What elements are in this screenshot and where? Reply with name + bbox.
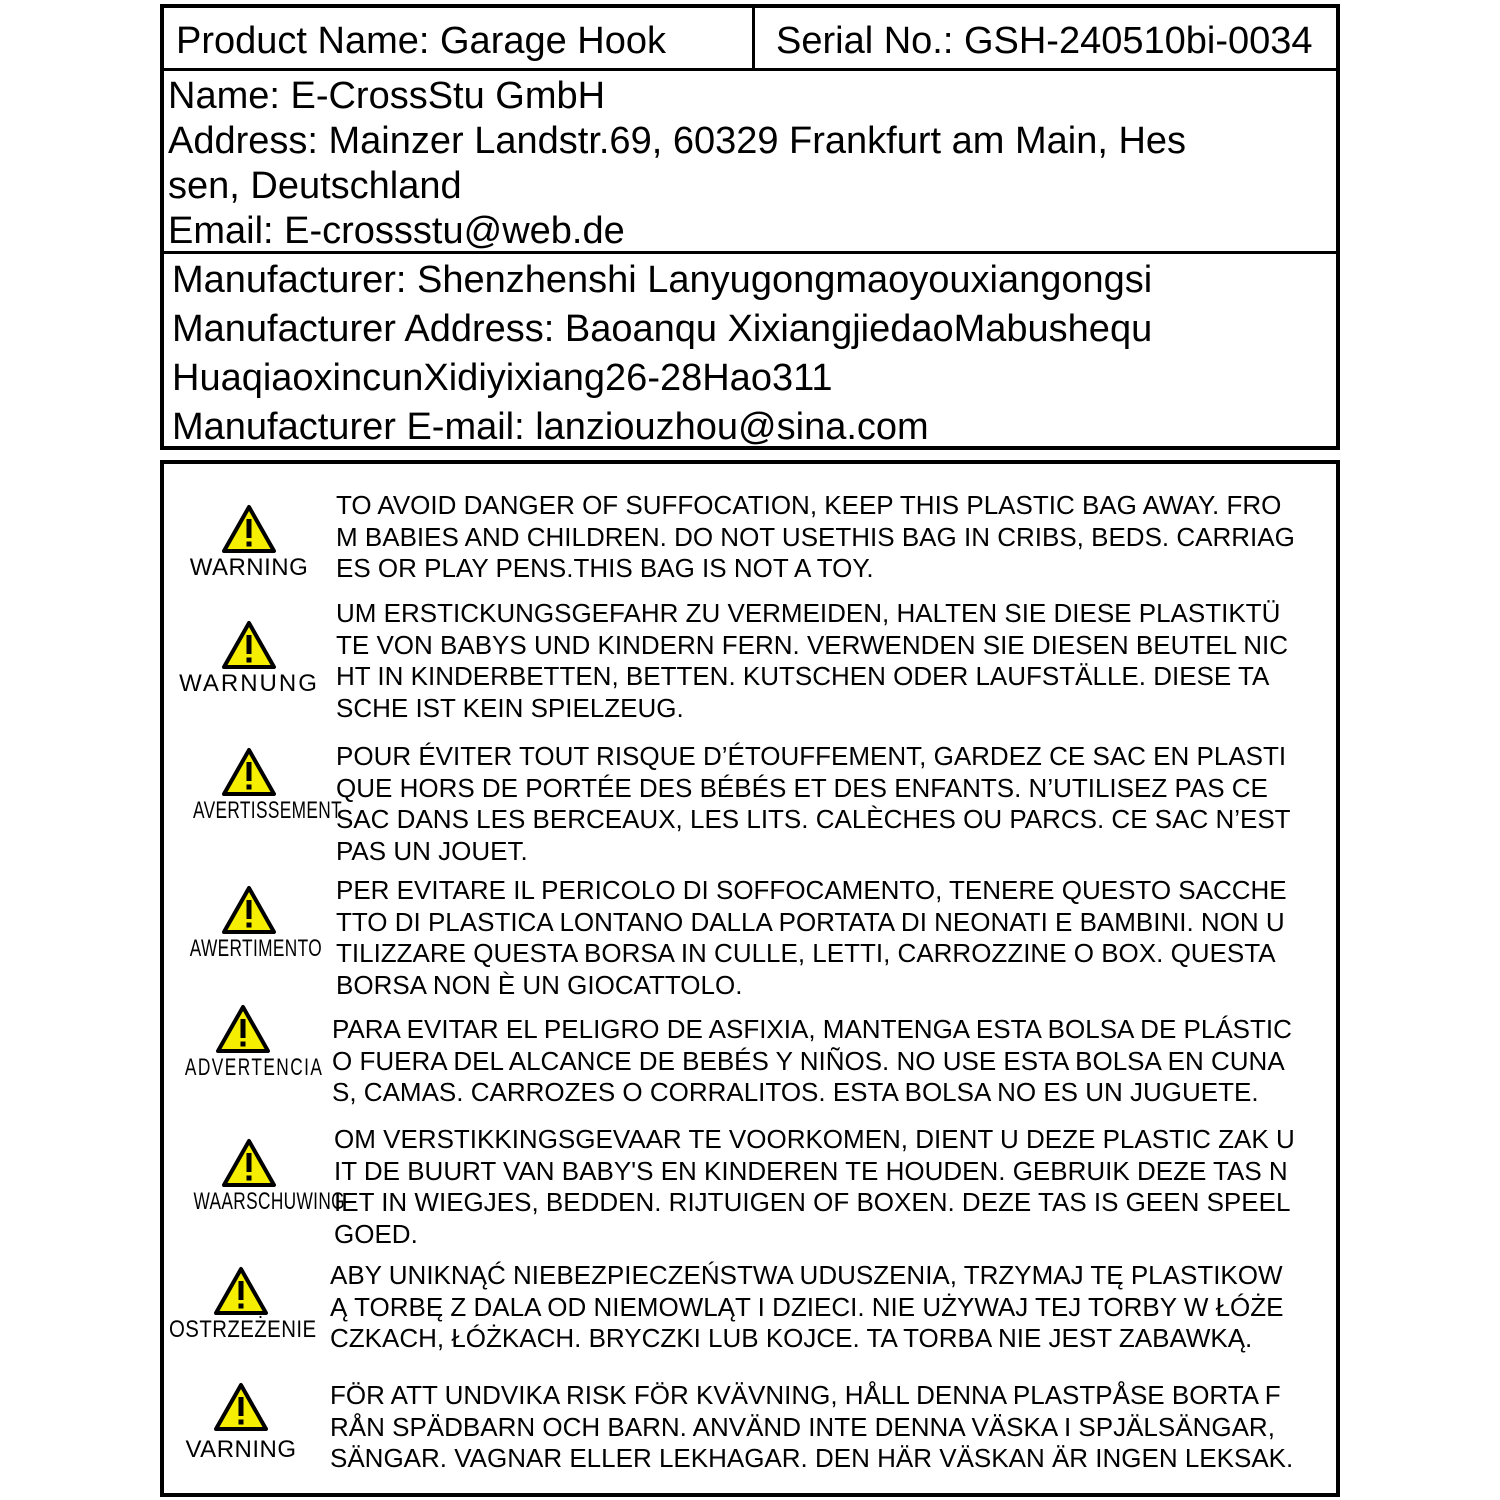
warning-text [336,490,1336,585]
warning-text-line: FÖR ATT UNDVIKA RISK FÖR KVÄVNING, HÅLL DENNA PLASTPÅSE BORTA F [330,1380,1281,1410]
warning-text [336,598,1336,724]
warning-label: AVERTISSEMENT [192,797,343,824]
warning-text-line: TTO DI PLASTICA LONTANO DALLA PORTATA DI NEONATI E BAMBINI. NON U [336,906,1285,937]
warning-text-line: ABY UNIKNĄĆ NIEBEZPIECZEŃSTWA UDUSZENIA, TRZYMAJ TĘ PLASTIKOW [330,1260,1283,1290]
warning-text-line: ES OR PLAY PENS.THIS BAG IS NOT A TOY. [336,553,874,583]
warning-text-line: RÅN SPÄDBARN OCH BARN. ANVÄND INTE DENNA VÄSKA I SPJÄLSÄNGAR, [330,1411,1275,1442]
company-address-line-1: Address: Mainzer Landstr.69, 60329 Frankfurt am Main, Hes [168,120,1187,162]
product-name: Product Name: Garage Hook [176,20,667,62]
warning-text-line: BORSA NON È UN GIOCATTOLO. [336,969,743,1000]
warning-triangle-icon [213,1266,269,1316]
product-header-row [164,8,1336,71]
company-info [164,71,1336,254]
warning-text-line: IET IN WIEGJES, BEDDEN. RIJTUIGEN OF BOXEN. DEZE TAS IS GEEN SPEEL [334,1187,1291,1217]
warning-label: AWERTIMENTO [189,935,323,962]
warning-text-line: Ą TORBĘ Z DALA OD NIEMOWLĄT I DZIECI. NIE UŻYWAJ TEJ TORBY W ŁÓŻE [330,1291,1284,1322]
warning-label: WARNUNG [179,670,319,697]
warning-label-block [164,885,334,963]
warning-label-block [158,1004,328,1082]
warning-triangle-icon [221,747,277,797]
warnings-box [160,460,1340,1497]
company-address-line-2: sen, Deutschland [168,165,462,207]
header-divider [752,8,755,68]
warning-triangle-icon [221,504,277,554]
company-name: Name: E-CrossStu GmbH [168,75,606,117]
warning-text-line: HT IN KINDERBETTEN, BETTEN. KUTSCHEN ODER LAUFSTÄLLE. DIESE TA [336,661,1270,691]
warning-text [330,1260,1330,1355]
warning-triangle-icon [221,620,277,670]
warning-text-line: SCHE IST KEIN SPIELZEUG. [336,692,684,723]
warning-text [336,741,1336,867]
warning-text-line: QUE HORS DE PORTÉE DES BÉBÉS ET DES ENFANTS. N’UTILISEZ PAS CE [336,772,1268,803]
warning-text-line: TO AVOID DANGER OF SUFFOCATION, KEEP THIS PLASTIC BAG AWAY. FRO [336,490,1282,520]
warning-text-line: S, CAMAS. CARROZES O CORRALITOS. ESTA BOLSA NO ES UN JUGUETE. [332,1077,1259,1107]
warning-label: ADVERTENCIA [184,1054,324,1081]
warning-text-line: O FUERA DEL ALCANCE DE BEBÉS Y NIÑOS. NO USE ESTA BOLSA EN CUNA [332,1045,1285,1076]
warning-text-line: UM ERSTICKUNGSGEFAHR ZU VERMEIDEN, HALTEN SIE DIESE PLASTIKTÜ [336,598,1281,628]
warning-text-line: PAS UN JOUET. [336,835,528,866]
warning-label: OSTRZEŻENIE [169,1316,317,1343]
warning-text-line: OM VERSTIKKINGSGEVAAR TE VOORKOMEN, DIENT U DEZE PLASTIC ZAK U [334,1124,1295,1154]
warning-label: WARNING [189,554,309,581]
warning-triangle-icon [221,1138,277,1188]
manufacturer-name: Manufacturer: Shenzhenshi Lanyugongmaoyouxiangongsi [172,259,1153,301]
warning-triangle-icon [221,885,277,935]
warning-text-line: PER EVITARE IL PERICOLO DI SOFFOCAMENTO, TENERE QUESTO SACCHE [336,875,1287,905]
warning-text-line: SÄNGAR. VAGNAR ELLER LEKHAGAR. DEN HÄR VÄSKAN ÄR INGEN LEKSAK. [330,1443,1294,1473]
manufacturer-email: Manufacturer E-mail: lanziouzhou@sina.com [172,406,929,448]
warning-text [330,1380,1330,1475]
warning-text-line: POUR ÉVITER TOUT RISQUE D’ÉTOUFFEMENT, GARDEZ CE SAC EN PLASTI [336,741,1287,771]
warning-text-line: TILIZZARE QUESTA BORSA IN CULLE, LETTI, CARROZZINE O BOX. QUESTA [336,938,1276,968]
warning-text-line: SAC DANS LES BERCEAUX, LES LITS. CALÈCHES OU PARCS. CE SAC N’EST [336,804,1291,834]
serial-number: Serial No.: GSH-240510bi-0034 [776,20,1313,62]
company-email: Email: E-crossstu@web.de [168,210,625,252]
warning-label-block [164,1138,345,1216]
warning-text [332,1014,1332,1109]
warning-label: WAARSCHUWING [193,1188,345,1215]
warning-text-line: CZKACH, ŁÓŻKACH. BRYCZKI LUB KOJCE. TA TORBA NIE JEST ZABAWKĄ. [330,1323,1253,1353]
warning-text-line: GOED. [334,1218,418,1249]
warning-triangle-icon [215,1004,271,1054]
warning-text-line: TE VON BABYS UND KINDERN FERN. VERWENDEN SIE DIESEN BEUTEL NIC [336,629,1289,660]
manufacturer-address-line-1: Manufacturer Address: Baoanqu XixiangjiedaoMabushequ [172,308,1153,350]
warning-text-line: IT DE BUURT VAN BABY'S EN KINDEREN TE HOUDEN. GEBRUIK DEZE TAS N [334,1155,1288,1186]
warning-label-block [156,1382,326,1464]
warning-label-block [164,620,334,698]
manufacturer-address-line-2: HuaqiaoxincunXidiyixiang26-28Hao311 [172,357,833,399]
warning-text-line: M BABIES AND CHILDREN. DO NOT USETHIS BAG IN CRIBS, BEDS. CARRIAG [336,521,1295,552]
product-info-box [160,4,1340,450]
warning-label-block [156,1266,326,1344]
warning-text-line: PARA EVITAR EL PELIGRO DE ASFIXIA, MANTENGA ESTA BOLSA DE PLÁSTIC [332,1014,1292,1044]
warning-label-block [164,504,334,582]
warning-label-block [164,747,343,825]
warning-text [336,875,1336,1001]
warning-triangle-icon [213,1382,269,1432]
manufacturer-info [164,254,1336,446]
warning-text [334,1124,1334,1250]
warning-label: VARNING [185,1436,297,1463]
